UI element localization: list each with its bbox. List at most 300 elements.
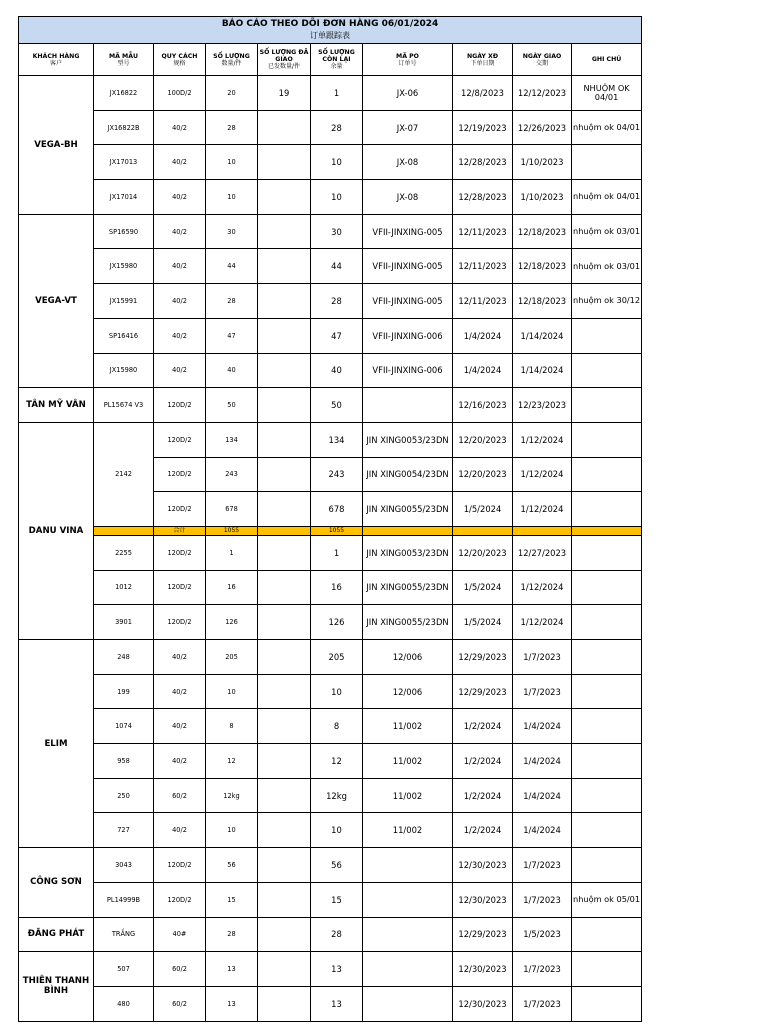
header-note: GHI CHÚ [572,44,642,76]
delivery-date-cell: 12/18/2023 [513,249,572,284]
note-cell [572,640,642,675]
model-cell: PL15674 V3 [94,388,154,423]
spec-cell: 60/2 [154,986,206,1021]
delivery-date-cell: 1/4/2024 [513,778,572,813]
po-cell: JIN XING0053/23DN [363,535,453,570]
spec-cell: 40/2 [154,318,206,353]
delivery-date-cell: 1/12/2024 [513,457,572,492]
table-row [19,284,642,319]
po-cell: JIN XING0053/23DN [363,422,453,457]
remaining-cell: 13 [311,952,363,987]
quantity-cell: 12kg [206,778,258,813]
note-cell [572,952,642,987]
spec-cell: 120D/2 [154,492,206,527]
note-cell [572,605,642,640]
po-cell: JX-08 [363,180,453,215]
shipped-cell [258,284,311,319]
model-cell: JX16822 [94,76,154,111]
note-cell [572,674,642,709]
model-cell: 248 [94,640,154,675]
delivery-date-cell: 12/27/2023 [513,535,572,570]
shipped-cell: 19 [258,76,311,111]
delivery-date-cell: 1/12/2024 [513,570,572,605]
po-cell: VFII-JINXING-005 [363,284,453,319]
order-date-cell: 12/16/2023 [453,388,513,423]
model-cell: SP16590 [94,214,154,249]
po-cell: JX-06 [363,76,453,111]
order-tracking-table [18,16,642,1022]
remaining-cell: 16 [311,570,363,605]
remaining-cell: 678 [311,492,363,527]
note-cell: nhuộm ok 05/01 [572,882,642,917]
quantity-cell: 10 [206,674,258,709]
table-row [19,952,642,987]
po-cell: JIN XING0055/23DN [363,570,453,605]
order-date-cell: 12/29/2023 [453,674,513,709]
quantity-cell: 28 [206,284,258,319]
quantity-cell: 15 [206,882,258,917]
delivery-date-cell: 12/26/2023 [513,110,572,145]
subtotal-blank-cell [258,526,311,535]
spec-cell: 40/2 [154,640,206,675]
spec-cell: 120D/2 [154,570,206,605]
remaining-cell: 126 [311,605,363,640]
delivery-date-cell: 1/14/2024 [513,318,572,353]
quantity-cell: 134 [206,422,258,457]
model-cell: 3901 [94,605,154,640]
note-cell [572,709,642,744]
spec-cell: 120D/2 [154,457,206,492]
delivery-date-cell: 1/12/2024 [513,492,572,527]
spec-cell: 120D/2 [154,605,206,640]
shipped-cell [258,422,311,457]
table-row [19,76,642,111]
delivery-date-cell: 1/7/2023 [513,848,572,883]
quantity-cell: 40 [206,353,258,388]
order-date-cell: 12/30/2023 [453,882,513,917]
remaining-cell: 10 [311,180,363,215]
spec-cell: 40/2 [154,145,206,180]
remaining-cell: 10 [311,674,363,709]
po-cell: 11/002 [363,744,453,779]
remaining-cell: 10 [311,145,363,180]
remaining-cell: 205 [311,640,363,675]
remaining-cell: 50 [311,388,363,423]
spec-cell: 40/2 [154,284,206,319]
po-cell [363,882,453,917]
note-cell [572,986,642,1021]
shipped-cell [258,744,311,779]
table-row [19,110,642,145]
shipped-cell [258,492,311,527]
delivery-date-cell: 1/4/2024 [513,744,572,779]
table-row [19,986,642,1021]
delivery-date-cell: 12/18/2023 [513,214,572,249]
quantity-cell: 1 [206,535,258,570]
spec-cell: 40# [154,917,206,952]
order-date-cell: 1/2/2024 [453,744,513,779]
po-cell: 11/002 [363,778,453,813]
po-cell: 11/002 [363,709,453,744]
table-row [19,744,642,779]
table-row [19,570,642,605]
customer-cell: THIÊN THANH BÌNH [19,952,94,1021]
delivery-date-cell: 1/7/2023 [513,674,572,709]
order-date-cell: 1/2/2024 [453,778,513,813]
quantity-cell: 13 [206,952,258,987]
customer-cell: CÔNG SƠN [19,848,94,917]
header-delivery-date: NGÀY GIAO 交期 [513,44,572,76]
table-row [19,674,642,709]
shipped-cell [258,110,311,145]
order-date-cell: 1/4/2024 [453,353,513,388]
spec-cell: 120D/2 [154,388,206,423]
note-cell [572,353,642,388]
note-cell: NHUỘM OK 04/01 [572,76,642,111]
spec-cell: 40/2 [154,214,206,249]
po-cell [363,986,453,1021]
model-cell: 199 [94,674,154,709]
header-spec: QUY CÁCH 规格 [154,44,206,76]
quantity-cell: 678 [206,492,258,527]
subtotal-row [19,526,642,535]
table-row [19,388,642,423]
shipped-cell [258,457,311,492]
delivery-date-cell: 1/12/2024 [513,605,572,640]
note-cell: nhuộm ok 04/01 [572,110,642,145]
model-cell: JX15980 [94,249,154,284]
table-row [19,249,642,284]
subtotal-blank-cell [513,526,572,535]
po-cell: VFII-JINXING-005 [363,214,453,249]
spec-cell: 120D/2 [154,882,206,917]
remaining-cell: 28 [311,110,363,145]
delivery-date-cell: 1/10/2023 [513,180,572,215]
report-title-cell [19,17,642,44]
header-quantity: SỐ LƯỢNG 数量/件 [206,44,258,76]
header-customer: KHÁCH HÀNG 客户 [19,44,94,76]
po-cell: VFII-JINXING-005 [363,249,453,284]
order-date-cell: 12/11/2023 [453,249,513,284]
quantity-cell: 10 [206,180,258,215]
quantity-cell: 28 [206,110,258,145]
table-row [19,882,642,917]
delivery-date-cell: 12/12/2023 [513,76,572,111]
model-cell: JX15991 [94,284,154,319]
delivery-date-cell: 1/7/2023 [513,882,572,917]
table-row [19,422,642,457]
model-cell: 2255 [94,535,154,570]
customer-cell: VEGA-VT [19,214,94,387]
shipped-cell [258,813,311,848]
model-cell: 250 [94,778,154,813]
customer-cell: ĐĂNG PHÁT [19,917,94,952]
model-cell: SP16416 [94,318,154,353]
table-row [19,214,642,249]
customer-cell: TÂN MỸ VÂN [19,388,94,423]
note-cell [572,535,642,570]
note-cell [572,457,642,492]
shipped-cell [258,180,311,215]
shipped-cell [258,709,311,744]
spec-cell: 120D/2 [154,535,206,570]
quantity-cell: 44 [206,249,258,284]
model-cell: 1074 [94,709,154,744]
shipped-cell [258,882,311,917]
header-shipped: SỐ LƯỢNG ĐÃ GIAO 已发数量/件 [258,44,311,76]
po-cell: 11/002 [363,813,453,848]
table-row [19,180,642,215]
subtotal-remaining-cell: 1055 [311,526,363,535]
order-date-cell: 1/2/2024 [453,813,513,848]
table-row [19,318,642,353]
quantity-cell: 10 [206,145,258,180]
delivery-date-cell: 1/7/2023 [513,986,572,1021]
shipped-cell [258,605,311,640]
report-subtitle: 订单跟踪表 [310,31,351,40]
quantity-cell: 12 [206,744,258,779]
delivery-date-cell: 1/7/2023 [513,640,572,675]
shipped-cell [258,917,311,952]
quantity-cell: 205 [206,640,258,675]
order-date-cell: 1/4/2024 [453,318,513,353]
quantity-cell: 30 [206,214,258,249]
header-model: MÃ MẪU 型号 [94,44,154,76]
po-cell: JIN XING0054/23DN [363,457,453,492]
shipped-cell [258,318,311,353]
spec-cell: 40/2 [154,709,206,744]
model-cell: 480 [94,986,154,1021]
remaining-cell: 1 [311,76,363,111]
shipped-cell [258,570,311,605]
spec-cell: 40/2 [154,110,206,145]
subtotal-blank-cell [453,526,513,535]
report-title-row [19,17,642,44]
remaining-cell: 1 [311,535,363,570]
quantity-cell: 20 [206,76,258,111]
po-cell: JX-08 [363,145,453,180]
quantity-cell: 8 [206,709,258,744]
po-cell: VFII-JINXING-006 [363,353,453,388]
shipped-cell [258,778,311,813]
table-row [19,535,642,570]
remaining-cell: 10 [311,813,363,848]
subtotal-blank-cell [572,526,642,535]
header-remaining: SỐ LƯỢNG CÒN LẠI 余量 [311,44,363,76]
remaining-cell: 56 [311,848,363,883]
note-cell [572,848,642,883]
po-cell: 12/006 [363,640,453,675]
po-cell: JX-07 [363,110,453,145]
spec-cell: 60/2 [154,778,206,813]
po-cell [363,952,453,987]
model-cell: JX15980 [94,353,154,388]
spec-cell: 100D/2 [154,76,206,111]
header-order-date: NGÀY XĐ 下单日期 [453,44,513,76]
remaining-cell: 47 [311,318,363,353]
delivery-date-cell: 1/14/2024 [513,353,572,388]
model-cell: JX17014 [94,180,154,215]
note-cell [572,422,642,457]
column-header-row [19,44,642,76]
po-cell [363,917,453,952]
note-cell: nhuộm ok 03/01 [572,214,642,249]
remaining-cell: 8 [311,709,363,744]
remaining-cell: 13 [311,986,363,1021]
model-cell: TRẮNG [94,917,154,952]
order-date-cell: 1/2/2024 [453,709,513,744]
table-row [19,145,642,180]
remaining-cell: 40 [311,353,363,388]
quantity-cell: 28 [206,917,258,952]
po-cell: 12/006 [363,674,453,709]
spec-cell: 40/2 [154,744,206,779]
order-date-cell: 1/5/2024 [453,605,513,640]
note-cell: nhuộm ok 04/01 [572,180,642,215]
subtotal-blank-cell [363,526,453,535]
order-date-cell: 12/30/2023 [453,848,513,883]
spec-cell: 120D/2 [154,422,206,457]
remaining-cell: 134 [311,422,363,457]
subtotal-blank-cell [94,526,154,535]
model-cell: JX16822B [94,110,154,145]
order-date-cell: 12/28/2023 [453,145,513,180]
note-cell: nhuộm ok 30/12 [572,284,642,319]
note-cell [572,570,642,605]
note-cell [572,388,642,423]
table-row [19,813,642,848]
remaining-cell: 12kg [311,778,363,813]
model-cell: PL14999B [94,882,154,917]
note-cell [572,492,642,527]
quantity-cell: 10 [206,813,258,848]
quantity-cell: 243 [206,457,258,492]
spec-cell: 40/2 [154,674,206,709]
remaining-cell: 243 [311,457,363,492]
quantity-cell: 16 [206,570,258,605]
table-row [19,640,642,675]
header-po: MÃ PO 订单号 [363,44,453,76]
shipped-cell [258,214,311,249]
shipped-cell [258,249,311,284]
model-cell: 507 [94,952,154,987]
shipped-cell [258,640,311,675]
po-cell: JIN XING0055/23DN [363,492,453,527]
customer-cell: DANU VINA [19,422,94,639]
spec-cell: 40/2 [154,353,206,388]
spec-cell: 40/2 [154,180,206,215]
quantity-cell: 50 [206,388,258,423]
subtotal-quantity-cell: 1055 [206,526,258,535]
order-date-cell: 12/8/2023 [453,76,513,111]
remaining-cell: 28 [311,284,363,319]
delivery-date-cell: 1/4/2024 [513,813,572,848]
table-row [19,917,642,952]
order-date-cell: 12/29/2023 [453,917,513,952]
delivery-date-cell: 1/7/2023 [513,952,572,987]
model-cell: 1012 [94,570,154,605]
order-date-cell: 1/5/2024 [453,570,513,605]
order-date-cell: 1/5/2024 [453,492,513,527]
remaining-cell: 12 [311,744,363,779]
shipped-cell [258,145,311,180]
spec-cell: 120D/2 [154,848,206,883]
model-cell: 3043 [94,848,154,883]
delivery-date-cell: 1/5/2023 [513,917,572,952]
order-report-sheet [18,16,641,1022]
remaining-cell: 44 [311,249,363,284]
quantity-cell: 13 [206,986,258,1021]
delivery-date-cell: 12/18/2023 [513,284,572,319]
note-cell [572,145,642,180]
table-row [19,605,642,640]
subtotal-label-cell: 合计 [154,526,206,535]
shipped-cell [258,353,311,388]
model-cell: 2142 [94,422,154,526]
quantity-cell: 126 [206,605,258,640]
shipped-cell [258,848,311,883]
order-date-cell: 12/19/2023 [453,110,513,145]
note-cell: nhuộm ok 03/01 [572,249,642,284]
remaining-cell: 28 [311,917,363,952]
po-cell [363,388,453,423]
delivery-date-cell: 1/4/2024 [513,709,572,744]
order-date-cell: 12/29/2023 [453,640,513,675]
order-date-cell: 12/20/2023 [453,422,513,457]
spec-cell: 60/2 [154,952,206,987]
customer-cell: VEGA-BH [19,76,94,215]
po-cell: JIN XING0055/23DN [363,605,453,640]
quantity-cell: 47 [206,318,258,353]
table-row [19,848,642,883]
model-cell: 958 [94,744,154,779]
order-date-cell: 12/28/2023 [453,180,513,215]
spec-cell: 40/2 [154,249,206,284]
order-date-cell: 12/20/2023 [453,457,513,492]
table-row [19,353,642,388]
report-title: BÁO CÁO THEO DÕI ĐƠN HÀNG 06/01/2024 [221,19,439,29]
order-date-cell: 12/11/2023 [453,214,513,249]
delivery-date-cell: 1/12/2024 [513,422,572,457]
model-cell: JX17013 [94,145,154,180]
order-date-cell: 12/30/2023 [453,952,513,987]
po-cell: VFII-JINXING-006 [363,318,453,353]
shipped-cell [258,986,311,1021]
po-cell [363,848,453,883]
order-date-cell: 12/30/2023 [453,986,513,1021]
order-date-cell: 12/20/2023 [453,535,513,570]
shipped-cell [258,674,311,709]
remaining-cell: 15 [311,882,363,917]
note-cell [572,778,642,813]
note-cell [572,318,642,353]
table-row [19,709,642,744]
remaining-cell: 30 [311,214,363,249]
note-cell [572,813,642,848]
shipped-cell [258,535,311,570]
spec-cell: 40/2 [154,813,206,848]
note-cell [572,917,642,952]
order-date-cell: 12/11/2023 [453,284,513,319]
note-cell [572,744,642,779]
delivery-date-cell: 1/10/2023 [513,145,572,180]
customer-cell: ELIM [19,640,94,848]
model-cell: 727 [94,813,154,848]
shipped-cell [258,388,311,423]
delivery-date-cell: 12/23/2023 [513,388,572,423]
table-row [19,778,642,813]
quantity-cell: 56 [206,848,258,883]
